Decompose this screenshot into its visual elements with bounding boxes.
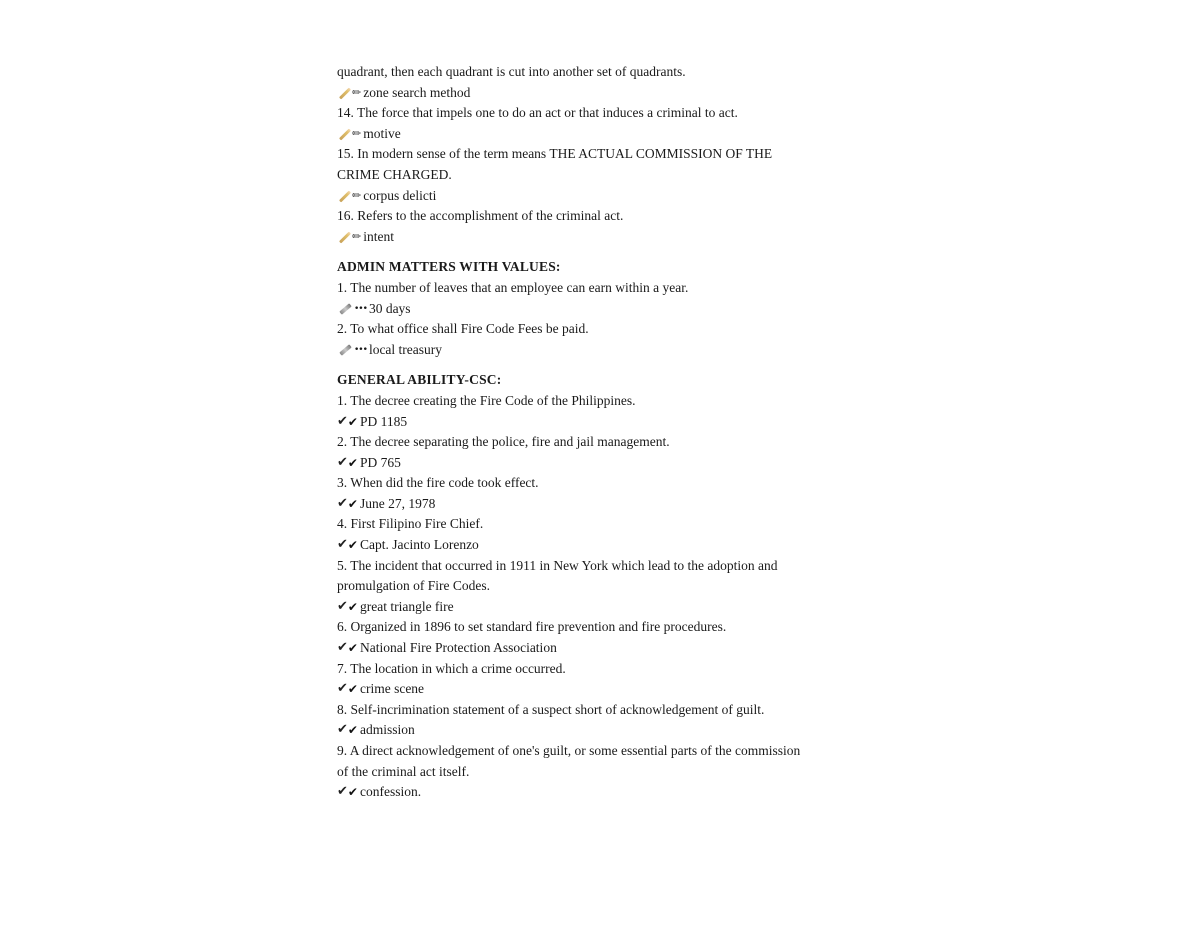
answer-line	[337, 124, 877, 145]
answer-text: Capt. Jacinto Lorenzo	[359, 537, 479, 553]
section-heading-admin: ADMIN MATTERS WITH VALUES:	[337, 259, 561, 275]
small-pencil-icon: ✏	[352, 229, 362, 243]
question-line: 15. In modern sense of the term means THE ACTUAL COMMISSION OF THE	[337, 146, 773, 162]
answer-line	[337, 412, 877, 433]
answer-text: crime scene	[359, 681, 425, 697]
answer-line	[337, 83, 877, 104]
section-heading-general: GENERAL ABILITY-CSC:	[337, 372, 502, 388]
check-icon: ✔	[337, 722, 348, 738]
answer-line	[337, 782, 877, 803]
answer-text: corpus delicti	[363, 187, 437, 203]
check-icon: ✔	[347, 682, 358, 697]
answer-line	[337, 227, 877, 248]
answer-text: confession.	[359, 784, 422, 800]
question-line: 9. A direct acknowledgement of one's guilt, or some essential parts of the commission	[337, 743, 801, 758]
check-icon: ✔	[337, 454, 348, 470]
answer-text: 30 days	[368, 300, 411, 316]
answer-text: local treasury	[368, 341, 443, 357]
small-pencil-icon: ✏	[352, 188, 362, 202]
answer-text: zone search method	[363, 84, 471, 100]
question-line-continued: CRIME CHARGED.	[337, 166, 452, 182]
dots-icon: •••	[354, 344, 367, 355]
check-icon: ✔	[347, 455, 358, 470]
answer-line	[337, 535, 877, 556]
answer-text: intent	[363, 228, 394, 244]
answer-text: motive	[363, 125, 401, 141]
question-line: 1. The number of leaves that an employee can earn within a year.	[337, 279, 689, 295]
answer-line	[337, 453, 877, 474]
question-line-continued: promulgation of Fire Codes.	[337, 578, 490, 594]
small-pencil-icon: ✏	[352, 85, 362, 99]
intro-line: quadrant, then each quadrant is cut into another set of quadrants.	[337, 64, 686, 79]
pen-icon	[337, 343, 353, 357]
question-line: 7. The location in which a crime occurred.	[337, 660, 566, 676]
answer-line	[337, 638, 877, 659]
dots-icon: •••	[354, 303, 367, 314]
question-line: 14. The force that impels one to do an act or that induces a criminal to act.	[337, 105, 738, 121]
answer-text: PD 1185	[359, 413, 408, 429]
question-line: 5. The incident that occurred in 1911 in New York which lead to the adoption and	[337, 557, 778, 573]
question-line: 1. The decree creating the Fire Code of the Philippines.	[337, 392, 636, 408]
check-icon: ✔	[337, 784, 348, 800]
check-icon: ✔	[347, 496, 358, 511]
answer-line	[337, 340, 877, 361]
answer-text: great triangle fire	[359, 598, 454, 614]
pencil-icon	[337, 230, 351, 244]
pencil-icon	[337, 86, 351, 100]
check-icon: ✔	[347, 538, 358, 553]
answer-line	[337, 679, 877, 700]
pencil-icon	[337, 189, 351, 203]
answer-text: admission	[359, 722, 415, 738]
check-icon: ✔	[337, 640, 348, 656]
check-icon: ✔	[337, 598, 348, 614]
answer-line	[337, 186, 877, 207]
pencil-icon	[337, 127, 351, 141]
question-line-continued: of the criminal act itself.	[337, 763, 470, 779]
question-line: 16. Refers to the accomplishment of the criminal act.	[337, 208, 624, 224]
check-icon: ✔	[347, 599, 358, 614]
document-page	[337, 62, 877, 803]
answer-text: PD 765	[359, 454, 401, 470]
answer-text: June 27, 1978	[359, 495, 436, 511]
small-pencil-icon: ✏	[352, 126, 362, 140]
answer-line	[337, 494, 877, 515]
question-line: 3. When did the fire code took effect.	[337, 475, 539, 491]
check-icon: ✔	[337, 537, 348, 553]
question-line: 4. First Filipino Fire Chief.	[337, 516, 484, 532]
answer-line	[337, 299, 877, 320]
question-line: 2. The decree separating the police, fire and jail management.	[337, 434, 670, 450]
question-line: 6. Organized in 1896 to set standard fire prevention and fire procedures.	[337, 619, 727, 635]
answer-line	[337, 597, 877, 618]
check-icon: ✔	[347, 641, 358, 656]
check-icon: ✔	[347, 785, 358, 800]
answer-text: National Fire Protection Association	[359, 640, 557, 656]
check-icon: ✔	[337, 681, 348, 697]
check-icon: ✔	[337, 413, 348, 429]
check-icon: ✔	[347, 414, 358, 429]
check-icon: ✔	[347, 723, 358, 738]
question-line: 2. To what office shall Fire Code Fees be paid.	[337, 321, 589, 337]
pen-icon	[337, 302, 353, 316]
answer-line	[337, 720, 877, 741]
question-line: 8. Self-incrimination statement of a suspect short of acknowledgement of guilt.	[337, 701, 765, 717]
check-icon: ✔	[337, 495, 348, 511]
